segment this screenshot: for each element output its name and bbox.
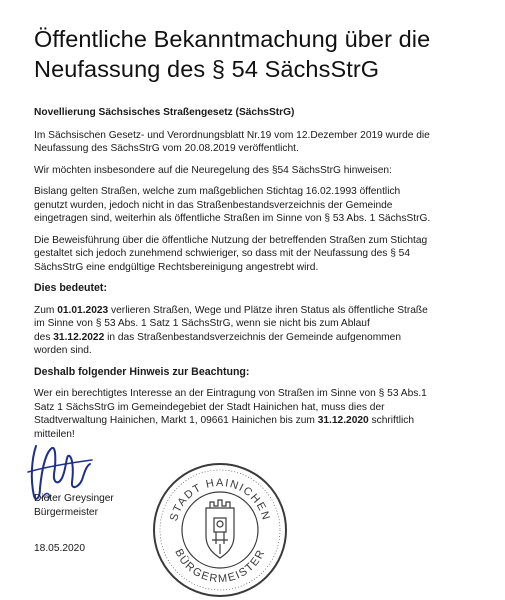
signer-block bbox=[34, 492, 114, 519]
text-line: Neufassung des SächsStrG vom 20.08.2019 veröffentlicht. bbox=[34, 143, 299, 154]
official-seal-icon bbox=[150, 460, 290, 600]
deadline-date: 01.01.2023 bbox=[57, 304, 109, 316]
text-line: Bislang gelten Straßen, welche zum maßgeblichen Stichtag 16.02.1993 öffentlich bbox=[34, 186, 401, 197]
text-line bbox=[34, 331, 479, 345]
text-line: genutzt wurden, jedoch nicht in das Straßenbestandsverzeichnis der Gemeinde bbox=[34, 199, 393, 211]
text-run: verlieren Straßen, Wege und Plätze ihren Status als öffentliche Straße bbox=[108, 304, 428, 316]
text-line: worden sind. bbox=[34, 345, 92, 356]
title-line-2: Neufassung des § 54 SächsStrG bbox=[34, 56, 380, 82]
page-title bbox=[34, 24, 430, 84]
text-line: Wir möchten insbesondere auf die Neuregelung des §54 SächsStrG hinweisen: bbox=[34, 164, 392, 176]
text-run: des bbox=[34, 331, 54, 343]
text-run: Zum bbox=[34, 304, 58, 316]
text-line: gestaltet sich jedoch zunehmend schwieriger, so dass mit der Neufassung des § 54 bbox=[34, 248, 411, 259]
paragraph-instruction bbox=[34, 387, 479, 441]
signer-name: Dieter Greysinger bbox=[34, 493, 114, 504]
text-line bbox=[34, 304, 479, 318]
text-line: SächsStrG eine endgültige Rechtsbereinigung angestrebt wird. bbox=[34, 261, 319, 273]
text-line bbox=[34, 414, 479, 428]
text-line: Wer ein berechtigtes Interesse an der Eintragung von Straßen im Sinne von § 53 Abs.1 bbox=[34, 388, 427, 399]
paragraph-current-rule bbox=[34, 185, 479, 226]
seal-bottom-text: BÜRGERMEISTER bbox=[172, 547, 268, 586]
paragraph-notice bbox=[34, 164, 479, 178]
signer-role: Bürgermeister bbox=[34, 506, 98, 518]
text-line: Satz 1 SächsStrG im Gemeindegebiet der Stadt Hainichen hat, muss dies der bbox=[34, 401, 385, 413]
text-line: im Sinne von § 53 Abs. 1 Satz 1 SächsStrG, wenn sie nicht bis zum Ablauf bbox=[34, 318, 370, 329]
deadline-date: 31.12.2020 bbox=[317, 415, 369, 426]
subtitle: Novellierung Sächsisches Straßengesetz (SächsStrG) bbox=[34, 107, 295, 118]
seal-top-text: STADT HAINICHEN bbox=[167, 476, 273, 523]
text-line: eingetragen sind, weiterhin als öffentliche Straßen im Sinne von § 53 Abs. 1 SächsStrG. bbox=[34, 213, 431, 224]
text-run: schriftlich bbox=[368, 415, 414, 426]
deadline-date: 31.12.2022 bbox=[53, 331, 105, 343]
text-line: Im Sächsischen Gesetz- und Verordnungsblatt Nr.19 vom 12.Dezember 2019 wurde die bbox=[34, 129, 430, 141]
paragraph-consequence bbox=[34, 304, 479, 358]
text-run: in das Straßenbestandsverzeichnis der Gemeinde aufgenommen bbox=[104, 331, 402, 343]
heading-meaning: Dies bedeutet: bbox=[34, 282, 107, 294]
text-line: Die Beweisführung über die öffentliche Nutzung der betreffenden Straßen zum Stichtag bbox=[34, 234, 428, 246]
text-line: mitteilen! bbox=[34, 428, 75, 440]
text-run: Stadtverwaltung Hainichen, Markt 1, 09661 Hainichen bis zum bbox=[34, 415, 318, 426]
document-date: 18.05.2020 bbox=[34, 543, 85, 554]
paragraph-publication bbox=[34, 129, 479, 156]
announcement-body bbox=[34, 106, 479, 449]
coat-of-arms-icon bbox=[206, 500, 234, 558]
heading-note: Deshalb folgender Hinweis zur Beachtung: bbox=[34, 365, 250, 378]
paragraph-reasoning bbox=[34, 234, 479, 275]
title-line-1: Öffentliche Bekanntmachung über die bbox=[34, 26, 431, 52]
